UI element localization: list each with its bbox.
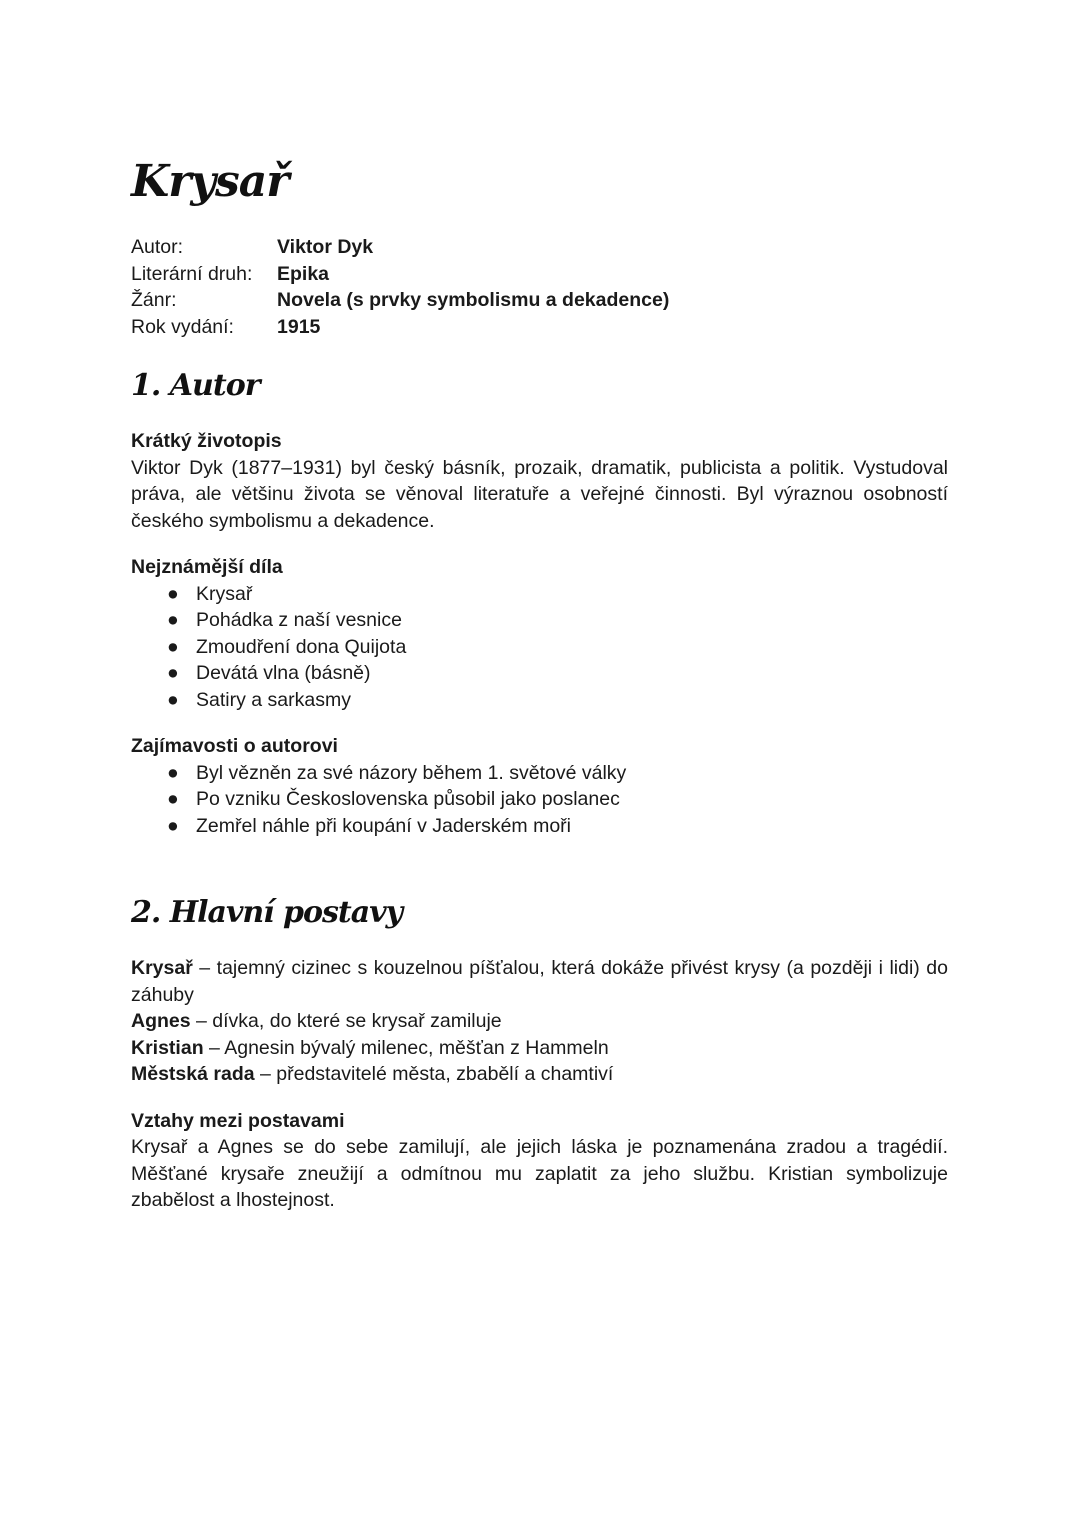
character-name: Městská rada	[131, 1063, 255, 1085]
bullet-icon: ●	[167, 761, 179, 784]
list-item-text: Devátá vlna (básně)	[196, 662, 371, 684]
list-item-text: Zemřel náhle při koupání v Jaderském moři	[196, 814, 571, 837]
meta-row-year	[131, 314, 948, 341]
character-desc: – tajemný cizinec s kouzelnou píšťalou, která dokáže přivést krysy (a později i lidi) do záhuby	[131, 957, 948, 1006]
bullet-icon: ●	[167, 635, 179, 658]
meta-label: Rok vydání:	[131, 315, 234, 338]
section-heading-author: 1. Autor	[131, 368, 260, 403]
character-name: Agnes	[131, 1010, 191, 1032]
list-item	[131, 687, 948, 714]
facts-block	[131, 733, 948, 839]
bullet-icon: ●	[167, 609, 179, 631]
bullet-icon: ●	[167, 662, 179, 684]
characters-block	[131, 955, 948, 1088]
metadata-block	[131, 234, 948, 340]
meta-value: Epika	[277, 262, 330, 285]
relations-text: Krysař a Agnes se do sebe zamilují, ale jejich láska je poznamenána zradou a tragédií. Měšťané krysaře zneužijí a odmítnou mu zaplatit za jeho službu. Kristian symbolizuje zbabělost a lhostejnost.	[131, 1136, 948, 1211]
bio-block	[131, 428, 948, 534]
list-item	[131, 660, 948, 687]
meta-value: 1915	[277, 315, 321, 338]
list-item-text: Po vzniku Československa působil jako poslanec	[196, 788, 620, 810]
list-item	[131, 581, 948, 608]
facts-heading: Zajímavosti o autorovi	[131, 735, 338, 757]
meta-label: Žánr:	[131, 289, 177, 311]
works-block	[131, 554, 948, 713]
character-entry	[131, 1035, 948, 1062]
character-name: Krysař	[131, 957, 193, 979]
meta-label: Autor:	[131, 236, 184, 258]
bio-heading: Krátký životopis	[131, 430, 282, 452]
bullet-icon: ●	[167, 582, 179, 605]
list-item	[131, 607, 948, 634]
bio-text: Viktor Dyk (1877–1931) byl český básník, prozaik, dramatik, publicista a politik. Vystudoval práva, ale většinu života se věnoval literatuře a veřejné činnosti. Byl výraznou osobností českého symbolismu a dekadence.	[131, 456, 948, 532]
list-item	[131, 813, 948, 840]
list-item	[131, 634, 948, 661]
list-item-text: Krysař	[196, 582, 253, 605]
document-title: Krysař	[131, 156, 289, 207]
meta-label: Literární druh:	[131, 262, 253, 285]
meta-value: Viktor Dyk	[277, 236, 374, 258]
list-item-text: Pohádka z naší vesnice	[196, 609, 402, 631]
meta-row-author	[131, 234, 948, 261]
character-desc: – dívka, do které se krysař zamiluje	[190, 1010, 502, 1032]
works-list	[131, 581, 948, 714]
relations-heading: Vztahy mezi postavami	[131, 1109, 345, 1132]
list-item	[131, 786, 948, 813]
character-entry	[131, 1061, 948, 1088]
bullet-icon: ●	[167, 814, 179, 837]
facts-list	[131, 760, 948, 840]
bullet-icon: ●	[167, 688, 179, 711]
list-item	[131, 760, 948, 787]
bullet-icon: ●	[167, 788, 179, 810]
section-heading-characters: 2. Hlavní postavy	[131, 895, 403, 930]
character-entry	[131, 955, 948, 1008]
character-desc: – představitelé města, zbabělí a chamtiví	[254, 1063, 614, 1085]
relations-block	[131, 1108, 948, 1214]
list-item-text: Byl vězněn za své názory během 1. světové války	[196, 761, 627, 784]
document-page	[131, 150, 948, 1214]
meta-value: Novela (s prvky symbolismu a dekadence)	[277, 289, 670, 311]
list-item-text: Satiry a sarkasmy	[196, 688, 351, 711]
works-heading: Nejznámější díla	[131, 556, 283, 578]
list-item-text: Zmoudření dona Quijota	[196, 635, 407, 658]
meta-row-genre-type	[131, 261, 948, 288]
character-entry	[131, 1008, 948, 1035]
meta-row-genre	[131, 287, 948, 314]
character-desc: – Agnesin bývalý milenec, měšťan z Hammeln	[203, 1036, 609, 1059]
character-name: Kristian	[131, 1036, 204, 1059]
